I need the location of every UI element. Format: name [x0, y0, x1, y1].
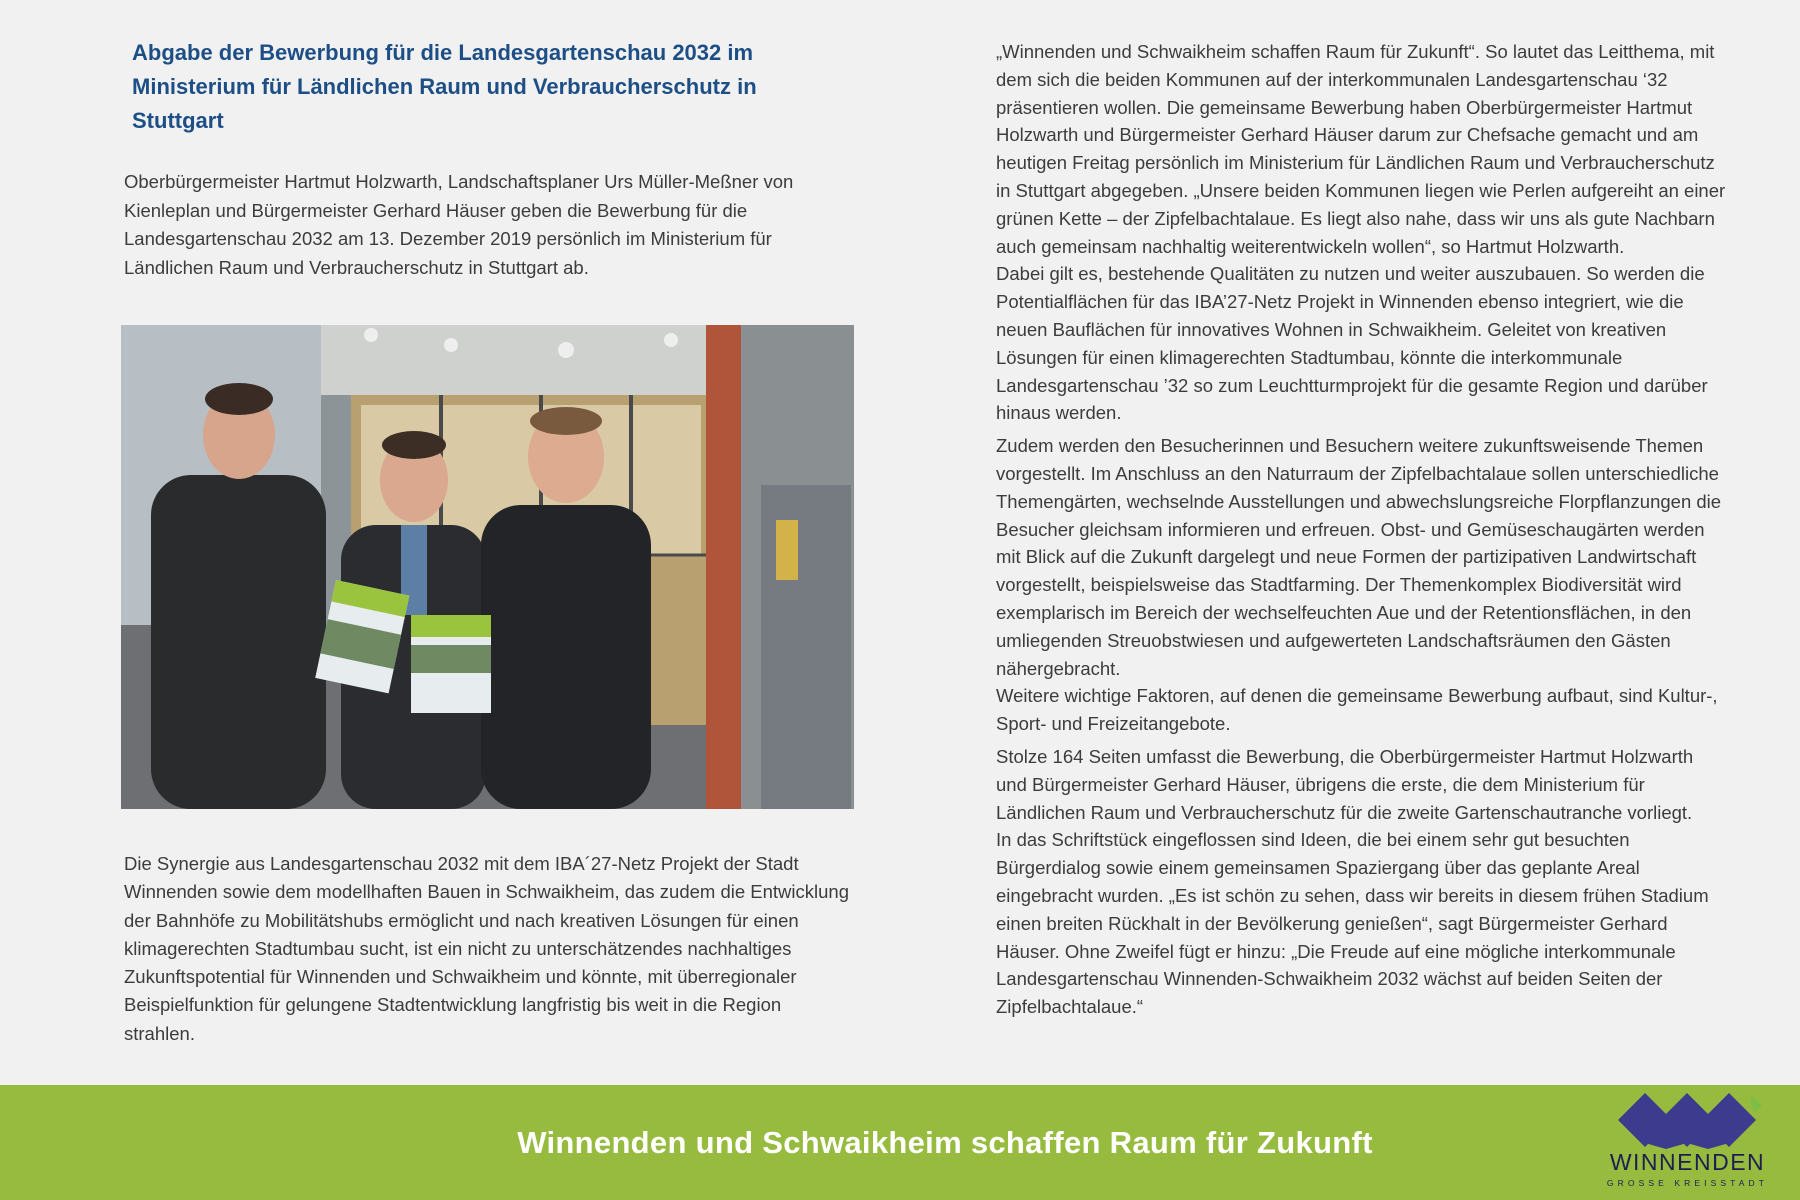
body-paragraph: „Winnenden und Schwaikheim schaffen Raum für Zukunft“. So lautet das Leitthema, mit dem sich die beiden Kommunen auf der interkommunalen Landesgartenschau ‘32 präsentieren wollen. Die gemeinsame Bewerbung haben Oberbürgermeister Hartmut Holzwarth und Bürgermeister Gerhard Häuser darum zur Chefsache gemacht und am heutigen Freitag persönlich im Ministerium für Ländlichen Raum und Verbraucherschutz in Stuttgart abgegeben. „Unsere beiden Kommunen liegen wie Perlen aufgereiht an einer grünen Kette – der Zipfelbachtalaue. Es liegt also nahe, dass wir uns als gute Nachbarn auch gemeinsam nachhaltig weiterentwickeln wollen“, so Hartmut Holzwarth.: [996, 41, 1726, 257]
body-paragraph: Stolze 164 Seiten umfasst die Bewerbung, die Oberbürgermeister Hartmut Holzwarth und Bürgermeister Gerhard Häuser, übrigens die erste, die dem Ministerium für Ländlichen Raum und Verbraucherschutz für die zweite Gartenschautranche vorliegt.: [996, 745, 1694, 823]
article-lead: Oberbürgermeister Hartmut Holzwarth, Landschaftsplaner Urs Müller-Meßner von Kienleplan und Bürgermeister Gerhard Häuser geben die Bewerbung für die Landesgartenschau 2032 am 13. Dezember 2019 persönlich im Ministerium für Ländlichen Raum und Verbraucherschutz in Stuttgart ab.: [124, 171, 794, 278]
body-paragraph: In das Schriftstück eingeflossen sind Ideen, die bei einem sehr gut besuchten Bürgerdialog sowie einem gemeinsamen Spaziergang über das geplante Areal eingebracht wurden. „Es ist schön zu sehen, dass wir bereits in diesem frühen Stadium einen breiten Rückhalt in der Bevölkerung genießen“, sagt Bürgermeister Gerhard Häuser. Ohne Zweifel fügt er hinzu: „Die Freude auf eine mögliche interkommunale Landesgartenschau Winnenden-Schwaikheim 2032 wächst auf beiden Seiten der Zipfelbachtalaue.“: [996, 829, 1709, 1018]
left-column: [124, 36, 854, 282]
article-headline: Abgabe der Bewerbung für die Landesgartenschau 2032 im Ministerium für Ländlichen Raum und Verbraucherschutz in Stuttgart: [132, 40, 757, 133]
body-paragraph: Dabei gilt es, bestehende Qualitäten zu nutzen und weiter auszubauen. So werden die Potentialflächen für das IBA’27-Netz Projekt in Winnenden ebenso integriert, wie die neuen Bauflächen für innovatives Wohnen in Schwaikheim. Geleitet von kreativen Lösungen für einen klimagerechten Stadtumbau, könnte die interkommunale Landesgartenschau ’32 so zum Leuchtturmprojekt für die gesamte Region und darüber hinaus werden.: [996, 263, 1708, 424]
logo-name: WINNENDEN: [1609, 1149, 1766, 1175]
logo-subtitle: GROSSE KREISSTADT: [1606, 1178, 1769, 1188]
synergy-paragraph: Die Synergie aus Landesgartenschau 2032 mit dem IBA´27-Netz Projekt der Stadt Winnenden sowie dem modellhaften Bauen in Schwaikheim, das zudem die Entwicklung der Bahnhöfe zu Mobilitätshubs ermöglicht und nach kreativen Lösungen für einen klimagerechten Stadtumbau sucht, ist ein nicht zu unterschätzendes nachhaltiges Zukunftspotential für Winnenden und Schwaikheim und könnte, mit überregionaler Beispielfunktion für gelungene Stadtentwicklung langfristig bis weit in die Region strahlen.: [124, 853, 849, 1044]
winnenden-logo: [1590, 1091, 1785, 1195]
diamond-logo-icon: [1590, 1091, 1785, 1151]
body-paragraph: Weitere wichtige Faktoren, auf denen die gemeinsame Bewerbung aufbaut, sind Kultur-, Sport- und Freizeitangebote.: [996, 685, 1718, 735]
footer-banner: [0, 1085, 1800, 1200]
right-column: [996, 38, 1726, 1026]
article-photo: [121, 325, 854, 809]
body-paragraph: Zudem werden den Besucherinnen und Besuchern weitere zukunftsweisende Themen vorgestellt. Im Anschluss an den Naturraum der Zipfelbachtalaue sollen unterschiedliche Themengärten, wechselnde Ausstellungen und abwechslungsreiche Florpflanzungen die Besucher gleichsam informieren und erfreuen. Obst- und Gemüseschaugärten werden mit Blick auf die Zukunft dargelegt und neue Formen der partizipativen Landwirtschaft vorgestellt, beispielsweise das Stadtfarming. Der Themenkomplex Biodiversität wird exemplarisch im Bereich der wechselfeuchten Aue und der Retentionsflächen, in den umliegenden Streuobstwiesen und aufgewerteten Landschaftsräumen den Gästen nähergebracht.: [996, 435, 1722, 679]
footer-title: Winnenden und Schwaikheim schaffen Raum für Zukunft: [517, 1125, 1373, 1160]
